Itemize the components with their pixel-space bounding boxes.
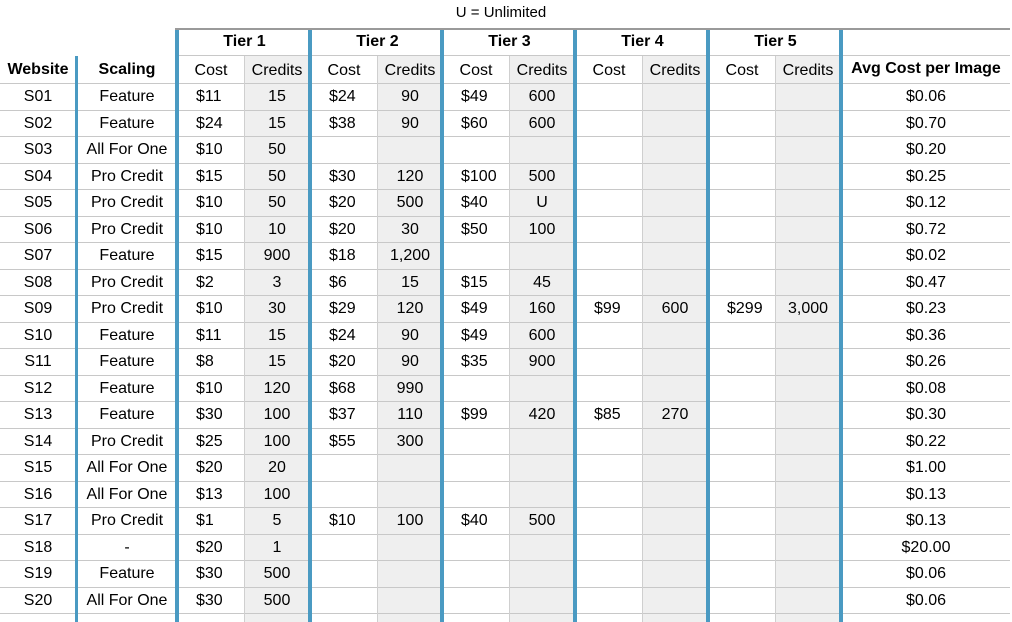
- cost-cell: $20: [329, 220, 356, 238]
- credits-cell: [377, 137, 443, 163]
- credits-cell: [642, 323, 708, 349]
- credits-cell: 30: [401, 220, 419, 238]
- cost-cell: [584, 508, 642, 534]
- scaling-cell: Feature: [99, 326, 155, 344]
- credits-cell: [642, 111, 708, 137]
- avg-cost-cell: $0.47: [905, 273, 947, 291]
- credits-cell: [642, 588, 708, 614]
- credits-cell: [642, 349, 708, 375]
- credits-cell: 600: [528, 88, 556, 105]
- cost-cell: $38: [329, 114, 356, 132]
- avg-cost-cell: $0.26: [905, 353, 947, 370]
- credits-cell: [775, 84, 841, 110]
- credits-cell: [642, 164, 708, 190]
- credits-cell: [775, 561, 841, 587]
- credits-cell: [775, 243, 841, 269]
- cost-cell: $29: [329, 300, 356, 317]
- cost-cell: [451, 429, 509, 455]
- credits-cell: [509, 455, 575, 481]
- cost-cell: [717, 217, 775, 243]
- website-cell: S10: [23, 326, 53, 344]
- avg-cost-cell: $20.00: [901, 538, 951, 556]
- cost-cell: $68: [329, 379, 356, 397]
- cost-cell: [584, 111, 642, 137]
- cost-cell: $8: [196, 353, 214, 370]
- credits-cell: 3,000: [787, 300, 829, 317]
- avg-cost-cell: $0.36: [905, 326, 947, 344]
- scaling-cell: Pro Credit: [90, 432, 164, 450]
- scaling-cell: Feature: [99, 353, 155, 370]
- cost-cell: [717, 402, 775, 428]
- credits-cell: [775, 190, 841, 216]
- avg-cost-cell: $0.70: [905, 114, 947, 132]
- cost-header: Cost: [327, 62, 361, 79]
- credits-cell: 15: [268, 88, 286, 105]
- cost-cell: [717, 376, 775, 402]
- credits-cell: 160: [528, 300, 556, 317]
- scaling-cell: Pro Credit: [90, 167, 164, 185]
- cost-cell: [584, 535, 642, 561]
- cost-cell: [319, 482, 377, 508]
- cost-cell: [584, 84, 642, 110]
- cost-cell: [584, 217, 642, 243]
- credits-cell: 3: [272, 273, 282, 291]
- credits-cell: [509, 561, 575, 587]
- scaling-cell: All For One: [86, 591, 168, 609]
- cost-cell: $60: [461, 114, 488, 132]
- cost-cell: [717, 243, 775, 269]
- credits-cell: [509, 429, 575, 455]
- credits-cell: 100: [263, 485, 291, 503]
- credits-cell: [642, 217, 708, 243]
- cost-cell: $99: [461, 406, 488, 423]
- cost-cell: $100: [461, 167, 497, 185]
- credits-cell: [509, 535, 575, 561]
- cost-cell: $299: [727, 300, 763, 317]
- credits-cell: [509, 588, 575, 614]
- cost-cell: [451, 243, 509, 269]
- credits-cell: 500: [396, 194, 424, 211]
- credits-cell: [775, 164, 841, 190]
- credits-cell: 100: [263, 406, 291, 423]
- credits-cell: [775, 376, 841, 402]
- credits-cell: [775, 349, 841, 375]
- cost-cell: [584, 137, 642, 163]
- cost-cell: $99: [594, 300, 621, 317]
- cost-cell: $50: [461, 220, 488, 238]
- avg-cost-cell: $0.13: [905, 512, 947, 529]
- avg-cost-cell: $0.12: [905, 194, 947, 211]
- credits-cell: 120: [396, 167, 424, 185]
- cost-cell: $13: [196, 485, 223, 503]
- cost-cell: $37: [329, 406, 356, 423]
- credits-cell: 15: [401, 273, 419, 291]
- tier-header-5: Tier 5: [754, 33, 797, 50]
- website-cell: S11: [24, 353, 52, 370]
- scaling-cell: Feature: [99, 565, 155, 582]
- cost-cell: [717, 535, 775, 561]
- avg-cost-cell: $0.06: [905, 591, 947, 609]
- credits-header: Credits: [384, 62, 436, 79]
- credits-cell: 5: [272, 512, 282, 529]
- scaling-cell: -: [124, 538, 130, 556]
- website-cell: S17: [23, 512, 53, 529]
- credits-cell: [377, 535, 443, 561]
- cost-cell: $40: [461, 194, 488, 211]
- cost-cell: [584, 455, 642, 481]
- cost-cell: $24: [196, 114, 223, 132]
- cost-cell: [319, 455, 377, 481]
- scaling-header: Scaling: [98, 61, 156, 78]
- scaling-cell: Pro Credit: [90, 220, 164, 238]
- credits-cell: 100: [396, 512, 424, 529]
- credits-cell: 100: [263, 432, 291, 450]
- website-cell: S05: [23, 194, 53, 211]
- cost-cell: [717, 508, 775, 534]
- cost-cell: [451, 376, 509, 402]
- scaling-cell: Feature: [99, 247, 155, 264]
- scaling-cell: Feature: [99, 406, 155, 423]
- cost-cell: $20: [329, 353, 356, 370]
- cost-cell: [584, 270, 642, 296]
- credits-cell: U: [536, 194, 548, 211]
- credits-cell: 500: [528, 512, 556, 529]
- cost-cell: [717, 561, 775, 587]
- cost-cell: $30: [196, 565, 223, 582]
- cost-cell: [717, 111, 775, 137]
- cost-cell: [717, 455, 775, 481]
- unlimited-note: U = Unlimited: [455, 4, 547, 21]
- cost-cell: $10: [329, 512, 356, 529]
- cost-cell: [319, 535, 377, 561]
- cost-cell: [584, 561, 642, 587]
- credits-cell: [775, 270, 841, 296]
- cost-cell: $30: [329, 167, 356, 185]
- credits-cell: 600: [661, 300, 689, 317]
- avg-cost-cell: $0.23: [905, 300, 947, 317]
- credits-cell: [509, 482, 575, 508]
- website-cell: S02: [23, 114, 53, 132]
- credits-cell: 120: [396, 300, 424, 317]
- cost-header: Cost: [592, 62, 626, 79]
- cost-cell: [717, 482, 775, 508]
- cost-cell: $24: [329, 326, 356, 344]
- tier-header-1: Tier 1: [223, 33, 266, 50]
- credits-cell: 20: [268, 459, 286, 476]
- website-cell: S03: [23, 141, 53, 158]
- credits-cell: 300: [396, 432, 424, 450]
- cost-cell: $10: [196, 141, 223, 158]
- cost-cell: $55: [329, 432, 356, 450]
- cost-cell: $10: [196, 194, 223, 211]
- cost-cell: $11: [196, 88, 222, 105]
- cost-cell: [584, 323, 642, 349]
- cost-cell: [584, 429, 642, 455]
- avg-cost-cell: $0.25: [905, 167, 947, 185]
- scaling-cell: All For One: [86, 459, 168, 476]
- website-cell: S07: [23, 247, 53, 264]
- cost-cell: [584, 349, 642, 375]
- cost-cell: $20: [196, 538, 223, 556]
- website-cell: S18: [23, 538, 53, 556]
- credits-cell: 90: [401, 326, 419, 344]
- website-cell: S16: [23, 485, 53, 503]
- cost-cell: [717, 190, 775, 216]
- cost-cell: [319, 137, 377, 163]
- website-cell: S01: [23, 88, 53, 105]
- cost-header: Cost: [725, 62, 759, 79]
- website-cell: S19: [23, 565, 53, 582]
- website-cell: S14: [23, 432, 53, 450]
- credits-cell: [642, 190, 708, 216]
- cost-header: Cost: [194, 62, 228, 79]
- credits-cell: [642, 376, 708, 402]
- credits-cell: [775, 402, 841, 428]
- cost-cell: [717, 323, 775, 349]
- credits-cell: [775, 535, 841, 561]
- credits-cell: 500: [263, 565, 291, 582]
- avg-cost-cell: $0.20: [905, 141, 947, 158]
- cost-cell: [717, 429, 775, 455]
- cost-cell: $15: [196, 167, 223, 185]
- cost-cell: [717, 349, 775, 375]
- cost-cell: [717, 270, 775, 296]
- cost-cell: [451, 137, 509, 163]
- avg-cost-cell: $0.30: [905, 406, 947, 423]
- credits-cell: [775, 508, 841, 534]
- credits-cell: [642, 508, 708, 534]
- credits-cell: 50: [268, 194, 286, 211]
- credits-cell: [775, 588, 841, 614]
- avg-cost-cell: $0.13: [905, 485, 947, 503]
- credits-cell: 90: [401, 114, 419, 132]
- avg-cost-cell: $0.08: [905, 379, 947, 397]
- credits-cell: [775, 111, 841, 137]
- website-cell: S15: [23, 459, 53, 476]
- credits-cell: [642, 243, 708, 269]
- website-cell: S08: [23, 273, 53, 291]
- cost-cell: [717, 84, 775, 110]
- credits-cell: [509, 243, 575, 269]
- cost-cell: [584, 588, 642, 614]
- credits-header: Credits: [782, 62, 834, 79]
- credits-cell: [775, 217, 841, 243]
- tier-header-3: Tier 3: [488, 33, 531, 50]
- cost-cell: [451, 455, 509, 481]
- avg-cost-cell: $1.00: [905, 459, 947, 476]
- credits-cell: 500: [528, 167, 556, 185]
- credits-cell: [509, 376, 575, 402]
- pricing-table: [0, 26, 1010, 622]
- cost-cell: [319, 588, 377, 614]
- scaling-cell: Feature: [99, 88, 155, 105]
- cost-cell: $85: [594, 406, 621, 423]
- credits-header: Credits: [516, 62, 568, 79]
- cost-cell: [717, 164, 775, 190]
- credits-cell: 50: [268, 167, 286, 185]
- cost-cell: $2: [196, 273, 214, 291]
- scaling-cell: Pro Credit: [90, 512, 164, 529]
- scaling-cell: Pro Credit: [90, 300, 164, 317]
- cost-cell: $11: [196, 326, 222, 344]
- credits-cell: [642, 429, 708, 455]
- cost-cell: [717, 137, 775, 163]
- cost-cell: $20: [196, 459, 223, 476]
- avg-cost-header: Avg Cost per Image: [851, 60, 1001, 77]
- cost-cell: $35: [461, 353, 488, 370]
- credits-cell: [377, 561, 443, 587]
- tier-header-2: Tier 2: [356, 33, 399, 50]
- cost-cell: $15: [196, 247, 223, 264]
- scaling-cell: Pro Credit: [90, 273, 164, 291]
- cost-cell: [584, 482, 642, 508]
- cost-cell: $20: [329, 194, 356, 211]
- avg-cost-cell: $0.06: [905, 565, 947, 582]
- website-cell: S06: [23, 220, 53, 238]
- cost-cell: $18: [329, 247, 356, 264]
- credits-cell: 120: [263, 379, 291, 397]
- credits-cell: 990: [396, 379, 424, 397]
- credits-cell: 900: [263, 247, 291, 264]
- cost-cell: [319, 561, 377, 587]
- cost-cell: [584, 164, 642, 190]
- website-cell: S20: [23, 591, 53, 609]
- credits-cell: [642, 455, 708, 481]
- scaling-cell: Pro Credit: [90, 194, 164, 211]
- cost-cell: [451, 561, 509, 587]
- cost-cell: $49: [461, 88, 488, 105]
- cost-cell: $10: [196, 379, 223, 397]
- credits-cell: 1: [272, 538, 282, 556]
- credits-cell: 45: [533, 273, 551, 291]
- cost-cell: $49: [461, 326, 488, 344]
- credits-cell: 500: [263, 591, 291, 609]
- avg-cost-cell: $0.22: [905, 432, 947, 450]
- credits-cell: [377, 455, 443, 481]
- avg-cost-cell: $0.72: [905, 220, 947, 238]
- website-cell: S12: [23, 379, 53, 397]
- website-header: Website: [7, 61, 69, 78]
- credits-cell: 110: [397, 406, 423, 423]
- credits-cell: 90: [401, 88, 419, 105]
- credits-header: Credits: [649, 62, 701, 79]
- cost-cell: [717, 588, 775, 614]
- cost-cell: $30: [196, 591, 223, 609]
- credits-cell: 15: [268, 326, 286, 344]
- scaling-cell: Feature: [99, 114, 155, 132]
- credits-cell: 420: [528, 406, 556, 423]
- credits-cell: 270: [661, 406, 689, 423]
- scaling-cell: Feature: [99, 379, 155, 397]
- credits-cell: 10: [268, 220, 286, 238]
- scaling-cell: All For One: [86, 141, 168, 158]
- cost-cell: [451, 535, 509, 561]
- cost-cell: [584, 243, 642, 269]
- credits-cell: 900: [528, 353, 556, 370]
- credits-cell: [775, 455, 841, 481]
- cost-cell: $30: [196, 406, 223, 423]
- cost-cell: $1: [196, 512, 214, 529]
- credits-cell: 600: [528, 326, 556, 344]
- credits-cell: [775, 323, 841, 349]
- cost-header: Cost: [459, 62, 493, 79]
- cost-cell: $10: [196, 300, 223, 317]
- credits-cell: [642, 561, 708, 587]
- credits-cell: [775, 137, 841, 163]
- website-cell: S04: [23, 167, 53, 185]
- credits-cell: 15: [268, 353, 286, 370]
- cost-cell: [451, 482, 509, 508]
- avg-cost-cell: $0.02: [905, 247, 947, 264]
- scaling-cell: All For One: [86, 485, 168, 503]
- cost-cell: $6: [329, 273, 347, 291]
- cost-cell: $25: [196, 432, 223, 450]
- cost-cell: $24: [329, 88, 356, 105]
- credits-cell: [509, 137, 575, 163]
- credits-cell: [642, 270, 708, 296]
- credits-cell: [377, 482, 443, 508]
- credits-cell: [775, 482, 841, 508]
- credits-cell: [642, 535, 708, 561]
- credits-header: Credits: [251, 62, 303, 79]
- credits-cell: [775, 429, 841, 455]
- credits-cell: 90: [401, 353, 419, 370]
- website-cell: S13: [23, 406, 53, 423]
- credits-cell: [642, 137, 708, 163]
- cost-cell: $10: [196, 220, 223, 238]
- credits-cell: 50: [268, 141, 286, 158]
- avg-cost-cell: $0.06: [905, 88, 947, 105]
- credits-cell: 30: [268, 300, 286, 317]
- credits-cell: 100: [528, 220, 556, 238]
- cost-cell: [584, 376, 642, 402]
- tier-header-4: Tier 4: [621, 33, 664, 50]
- cost-cell: $40: [461, 512, 488, 529]
- cost-cell: [451, 588, 509, 614]
- credits-cell: [642, 482, 708, 508]
- credits-cell: 1,200: [389, 247, 431, 264]
- credits-cell: 600: [528, 114, 556, 132]
- cost-cell: [584, 190, 642, 216]
- cost-cell: $15: [461, 273, 488, 291]
- website-cell: S09: [23, 300, 53, 317]
- credits-cell: [377, 588, 443, 614]
- credits-cell: 15: [268, 114, 286, 132]
- cost-cell: $49: [461, 300, 488, 317]
- credits-cell: [642, 84, 708, 110]
